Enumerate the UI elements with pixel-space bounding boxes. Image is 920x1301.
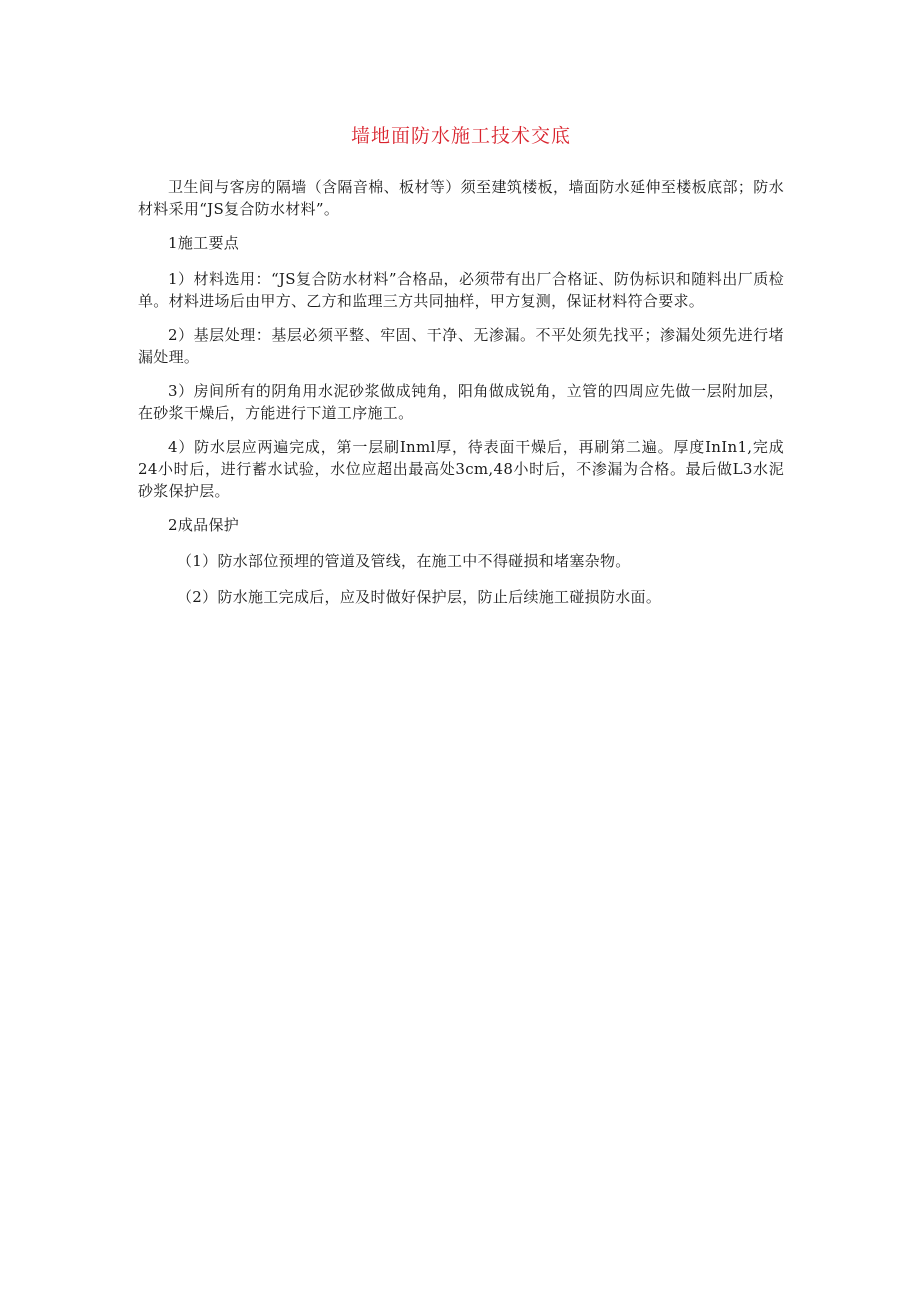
- section-heading-construction-points: 1施工要点: [168, 234, 240, 252]
- protection-item-2: （2）防水施工完成后，应及时做好保护层，防止后续施工碰损防水面。: [177, 588, 662, 606]
- construction-point-3: 3）房间所有的阴角用水泥砂浆做成钝角，阳角做成锐角，立管的四周应先做一层附加层，在砂浆干燥后，方能进行下道工序施工。: [138, 382, 784, 422]
- construction-point-4: 4）防水层应两遍完成，第一层刷Inml厚，待表面干燥后，再刷第二遍。厚度InIn1,完成24小时后，进行蓄水试验，水位应超出最高处3cm,48小时后，不渗漏为合格。最后做L3水泥砂浆保护层。: [138, 438, 784, 500]
- protection-item-1: （1）防水部位预埋的管道及管线，在施工中不得碰损和堵塞杂物。: [177, 552, 631, 570]
- construction-point-2: 2）基层处理：基层必须平整、牢固、干净、无渗漏。不平处须先找平；渗漏处须先进行堵漏处理。: [138, 326, 784, 366]
- section-heading-product-protection: 2成品保护: [168, 516, 240, 534]
- intro-paragraph: 卫生间与客房的隔墙（含隔音棉、板材等）须至建筑楼板，墙面防水延伸至楼板底部；防水材料采用“JS复合防水材料”。: [138, 178, 784, 218]
- document-page: [138, 118, 784, 622]
- document-title: 墙地面防水施工技术交底: [350, 125, 571, 147]
- construction-point-1: 1）材料选用：“JS复合防水材料”合格品，必须带有出厂合格证、防伪标识和随料出厂质检单。材料进场后由甲方、乙方和监理三方共同抽样，甲方复测，保证材料符合要求。: [138, 270, 784, 310]
